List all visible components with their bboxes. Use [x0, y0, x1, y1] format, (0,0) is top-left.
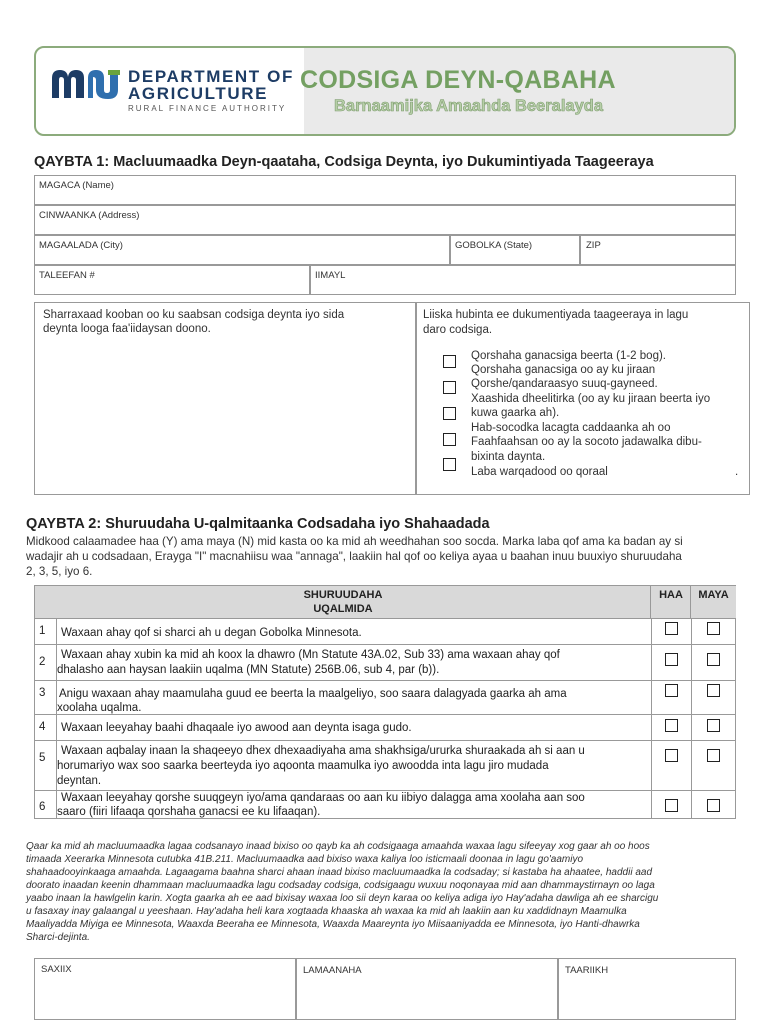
yes-checkbox[interactable] — [665, 653, 678, 666]
certification-line: yaabo inaan la hawlgelin karin. Xogta gaarka ah ee aad bixisay waxaa loo sii deyn karaa oo keliya adiga iyo Hay'adaha dawliga ah ee sharcigu — [26, 893, 659, 904]
header-requirements-line-2: UQALMIDA — [313, 603, 373, 615]
loan-purpose-field[interactable] — [34, 302, 416, 495]
docs-line-2: daro codsiga. — [423, 324, 493, 336]
yes-checkbox[interactable] — [665, 719, 678, 732]
table-row — [35, 740, 736, 790]
doc-checkbox-letters[interactable] — [443, 458, 456, 471]
state-label: GOBOLKA (State) — [455, 240, 533, 251]
eligibility-header-requirements — [35, 586, 651, 618]
eligibility-header-no — [691, 586, 736, 618]
date-label: TAARIIKH — [565, 965, 609, 976]
no-checkbox[interactable] — [707, 622, 720, 635]
no-checkbox[interactable] — [707, 749, 720, 762]
header-no-label: MAYA — [698, 589, 729, 601]
eligibility-table — [34, 585, 736, 819]
phone-field[interactable] — [34, 265, 310, 295]
yes-checkbox[interactable] — [665, 749, 678, 762]
date-field[interactable] — [558, 958, 736, 1020]
purpose-line-1: Sharraxaad kooban oo ku saabsan codsiga deynta iyo sida — [43, 309, 345, 321]
row-text: xoolaha uqalma. — [57, 702, 142, 714]
doc-item-text: Laba warqadood oo qoraal — [471, 466, 608, 478]
address-field[interactable] — [34, 205, 736, 235]
logo-department-text: DEPARTMENT OF — [128, 67, 294, 86]
table-row — [35, 680, 736, 714]
section2-heading: QAYBTA 2: Shuruudaha U-qalmitaanka Codsadaha iyo Shahaadada — [26, 516, 490, 532]
row-text: Waxaan ahay xubin ka mid ah koox la dhawro (Mn Statute 43A.02, Sub 33) ama waxaan ahay qof — [61, 649, 560, 661]
doc-item-text: Faahfaahsan oo ay la socoto jadawalka dibu- — [471, 436, 702, 448]
address-label: CINWAANKA (Address) — [39, 210, 140, 221]
doc-item-text: Qorshaha ganacsiga oo ay ku jiraan — [471, 364, 656, 376]
form-subtitle: Barnaamijka Amaahda Beeralayda — [334, 97, 604, 115]
row-text: Waxaan leeyahay qorshe suuqgeyn iyo/ama qandaraas oo aan ku iibiyo dalagga ama xoolaha aan soo — [61, 792, 585, 804]
no-checkbox[interactable] — [707, 653, 720, 666]
yes-checkbox[interactable] — [665, 684, 678, 697]
phone-label: TALEEFAN # — [39, 270, 95, 281]
zip-label: ZIP — [586, 240, 601, 251]
email-field[interactable] — [310, 265, 736, 295]
documents-checklist — [416, 302, 750, 495]
row-text: Waxaan ahay qof si sharci ah u degan Gobolka Minnesota. — [61, 627, 362, 639]
spouse-label: LAMAANAHA — [303, 965, 362, 976]
logo-authority-text: RURAL FINANCE AUTHORITY — [128, 104, 287, 113]
header-yes-label: HAA — [659, 589, 683, 601]
row-number: 6 — [39, 801, 46, 813]
row-text: Waxaan aqbalay inaan la shaqeeyo dhex dhexaadiyaha ama shakhsiga/ururka shuraakada ah si aan u — [61, 745, 585, 757]
certification-line: timaada Xeerarka Minnesota cutubka 41B.211. Macluumaadka aad bixiso waxa kaliya loo isticmaali doonaa in lagu go'aamiyo — [26, 854, 584, 865]
section2-intro-line-1: Midkood calaamadee haa (Y) ama maya (N) mid kasta oo ka mid ah weedhahan soo socda. Marka laba qof ama ka badan ay si — [26, 535, 683, 548]
row-text: saaro (fiiri lifaaqa qorshaha ganacsi ee ku lifaaqan). — [57, 806, 321, 818]
docs-line-1: Liiska hubinta ee dukumentiyada taageeraya in lagu — [423, 309, 689, 321]
no-checkbox[interactable] — [707, 799, 720, 812]
doc-checkbox-balance-sheet[interactable] — [443, 407, 456, 420]
doc-item-period: . — [735, 466, 739, 478]
signature-label: SAXIIX — [41, 964, 72, 975]
city-label: MAGAALADA (City) — [39, 240, 123, 251]
spouse-field[interactable] — [296, 958, 558, 1020]
certification-line: shahaadooyinkaaga amaahda. Lagaagama baahna sharci ahaan inaad bixiso macluumaadka la codsaday; si kastaba ha ahaatee, haddii aad — [26, 867, 653, 878]
yes-checkbox[interactable] — [665, 622, 678, 635]
doc-checkbox-marketing-plan[interactable] — [443, 381, 456, 394]
yes-checkbox[interactable] — [665, 799, 678, 812]
certification-line: Maaliyadda Miyiga ee Minnesota, Waaxda Beeraha ee Minnesota, Waaxda Maareynta iyo Miisaaniyadda ee Minnesota, iyo Hanti-dhawrka — [26, 919, 640, 930]
signature-field[interactable] — [34, 958, 296, 1020]
logo-agriculture-text: AGRICULTURE — [128, 84, 269, 103]
row-number: 3 — [39, 687, 46, 699]
certification-line: doorato inaadan keenin dhammaan macluumaadka lagu codsaday codsiga, codsigaagu wuxuu noqonayaa mid aan dhammaystirnayn oo laga — [26, 880, 655, 891]
row-number: 4 — [39, 721, 46, 733]
zip-field[interactable] — [580, 235, 736, 265]
table-row — [35, 790, 736, 819]
doc-checkbox-business-plan[interactable] — [443, 355, 456, 368]
row-number: 2 — [39, 656, 46, 668]
row-number: 1 — [39, 625, 46, 637]
table-row — [35, 714, 736, 740]
header-requirements-line-1: SHURUUDAHA — [303, 589, 383, 601]
row-text: dhalasho aan haysan laakiin uqalma (MN Statute) 256B.06, sub 4, par (b)). — [57, 664, 440, 676]
email-label: IIMAYL — [315, 270, 346, 281]
doc-item-text: Xaashida dheelitirka (oo ay ku jiraan beerta iyo — [471, 393, 711, 405]
doc-item-text: Qorshe/qandaraasyo suuq-gayneed. — [471, 378, 658, 390]
name-label: MAGACA (Name) — [39, 180, 114, 191]
certification-line: u fasaxay inay galaangal u yeeshaan. Hay'adaha heli kara xogtaada khaaska ah waxaa ka mid ah laakiin aan ku xaddidnayn Maamulka — [26, 906, 627, 917]
table-row — [35, 618, 736, 644]
section1-heading: QAYBTA 1: Macluumaadka Deyn-qaataha, Codsiga Deynta, iyo Dukumintiyada Taageeraya — [34, 154, 654, 170]
section2-intro-line-2: wadajir ah u codsadaan, Erayga "I" macnahiisu waa "annaga", laakiin hal qof oo keliya ayaa u baahan inuu buuxiyo shuruudaha — [26, 550, 682, 563]
certification-text — [26, 840, 750, 944]
no-checkbox[interactable] — [707, 684, 720, 697]
name-field[interactable] — [34, 175, 736, 205]
row-text: Waxaan leeyahay baahi dhaqaale iyo awood aan deynta isaga gudo. — [61, 722, 412, 734]
state-field[interactable] — [450, 235, 580, 265]
purpose-line-2: deynta looga faa'iidaysan doono. — [43, 323, 211, 335]
certification-line: Sharci-dejinta. — [26, 932, 90, 943]
row-text: deyntan. — [57, 775, 102, 787]
eligibility-header-yes — [651, 586, 691, 618]
city-field[interactable] — [34, 235, 450, 265]
mn-logo-icon — [50, 66, 122, 100]
doc-item-text: bixinta daynta. — [471, 451, 546, 463]
row-text: horumariyo wax soo saarka beerteyda iyo aqoonta maamulka iyo awoodda inta lagu jiro mudada — [57, 760, 549, 772]
doc-item-text: Qorshaha ganacsiga beerta (1-2 bog). — [471, 350, 666, 362]
doc-checkbox-cash-flow[interactable] — [443, 433, 456, 446]
doc-item-text: kuwa gaarka ah). — [471, 407, 560, 419]
row-text: Anigu waxaan ahay maamulaha guud ee beerta la maalgeliyo, soo saara dalagyada gaarka ah ama — [59, 688, 567, 700]
form-title: CODSIGA DEYN-QABAHA — [300, 66, 616, 94]
certification-line: Qaar ka mid ah macluumaadka lagaa codsanayo inaad bixiso oo qayb ka ah codsigaaga amaahda waxaa lagu sifeeyay xog gaar ah oo hoos — [26, 841, 650, 852]
section2-intro-line-3: 2, 3, 5, iyo 6. — [26, 565, 93, 578]
doc-item-text: Hab-socodka lacagta caddaanka ah oo — [471, 422, 671, 434]
table-row — [35, 644, 736, 680]
row-number: 5 — [39, 752, 46, 764]
no-checkbox[interactable] — [707, 719, 720, 732]
